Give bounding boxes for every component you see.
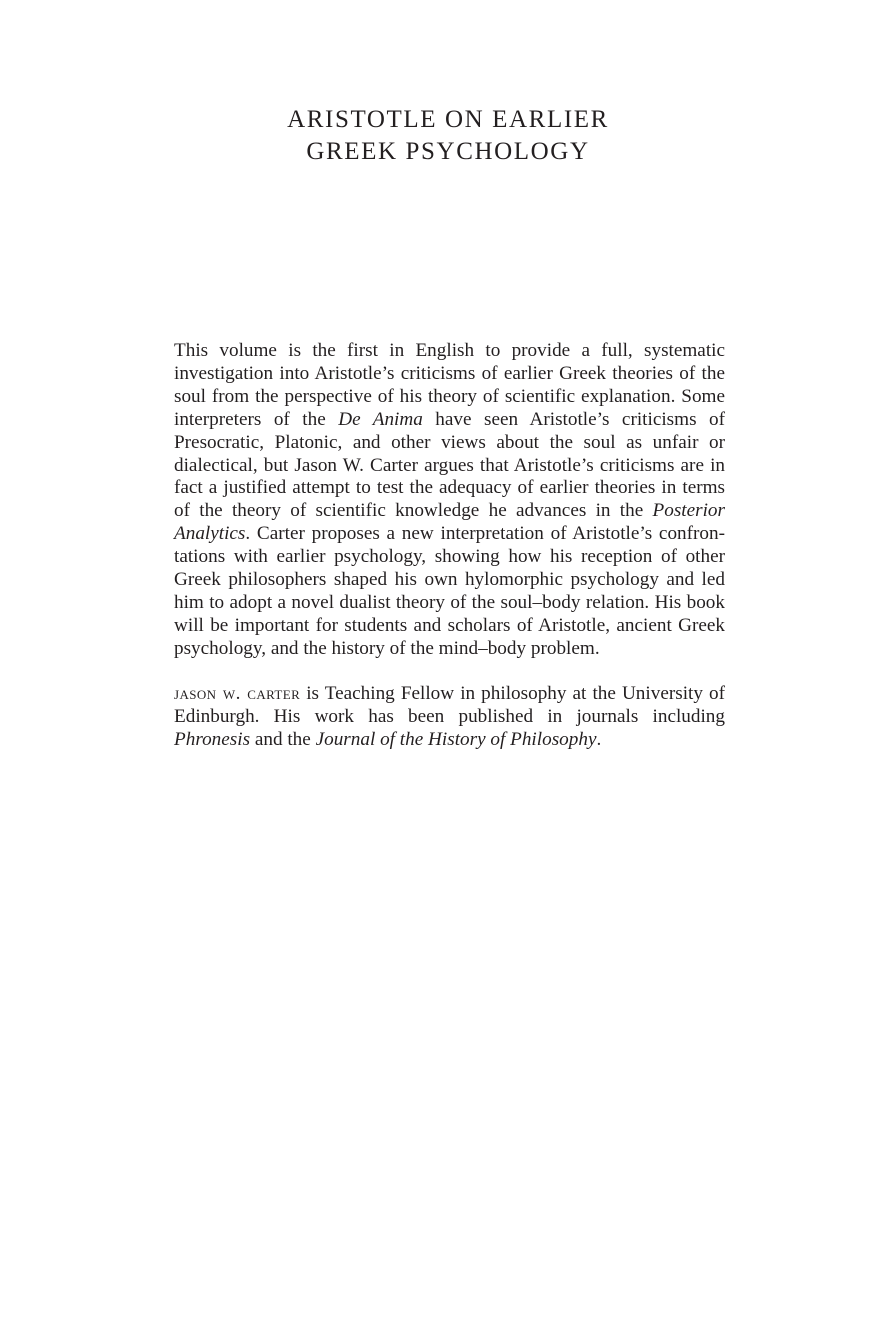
journal-phronesis: Phronesis xyxy=(174,728,251,750)
book-title-line-2: GREEK PSYCHOLOGY xyxy=(306,138,590,165)
author-bio-text-3: . xyxy=(596,728,602,750)
work-title-posterior-analytics: Posterior Analytics xyxy=(174,500,725,545)
author-name: jason w. carter xyxy=(174,682,301,704)
description-paragraph xyxy=(174,340,725,661)
author-bio-text-1: is Teaching Fellow in philosophy at the University of Edinburgh. His work has been published in journals including xyxy=(174,682,725,727)
description-text-3: . Carter proposes a new interpretation of Aristotle’s confrontations with earlier psychology, showing how his reception of other Greek philosophers shaped his own hylomorphic psychology and led him to adopt a novel dualist theory of the soul–body relation. His book will be important for students and scholars of Aristotle, ancient Greek psychology, and the history of the mind–body problem. xyxy=(174,523,725,659)
author-bio-paragraph xyxy=(174,683,725,752)
journal-history-of-philosophy: Journal of the History of Philosophy xyxy=(315,728,597,750)
book-title-line-1: ARISTOTLE ON EARLIER xyxy=(287,106,609,133)
book-title xyxy=(0,104,896,168)
description-text-2: have seen Aristotle’s criticisms of Presocratic, Platonic, and other views about the soul as unfair or dialectical, but Jason W. Carter argues that Aristotle’s criticisms are in fact a justified attempt to test the adequacy of earlier theories in terms of the theory of scientific knowledge he advances in the xyxy=(174,408,725,522)
author-bio-text-2: and the xyxy=(250,728,316,750)
book-description xyxy=(174,340,725,751)
description-text-1: This volume is the first in English to provide a full, systematic investigation into Aristotle’s criticisms of earlier Greek theories of the soul from the perspective of his theory of scientific explanation. Some interpreters of the xyxy=(174,340,725,430)
work-title-de-anima: De Anima xyxy=(338,408,423,430)
